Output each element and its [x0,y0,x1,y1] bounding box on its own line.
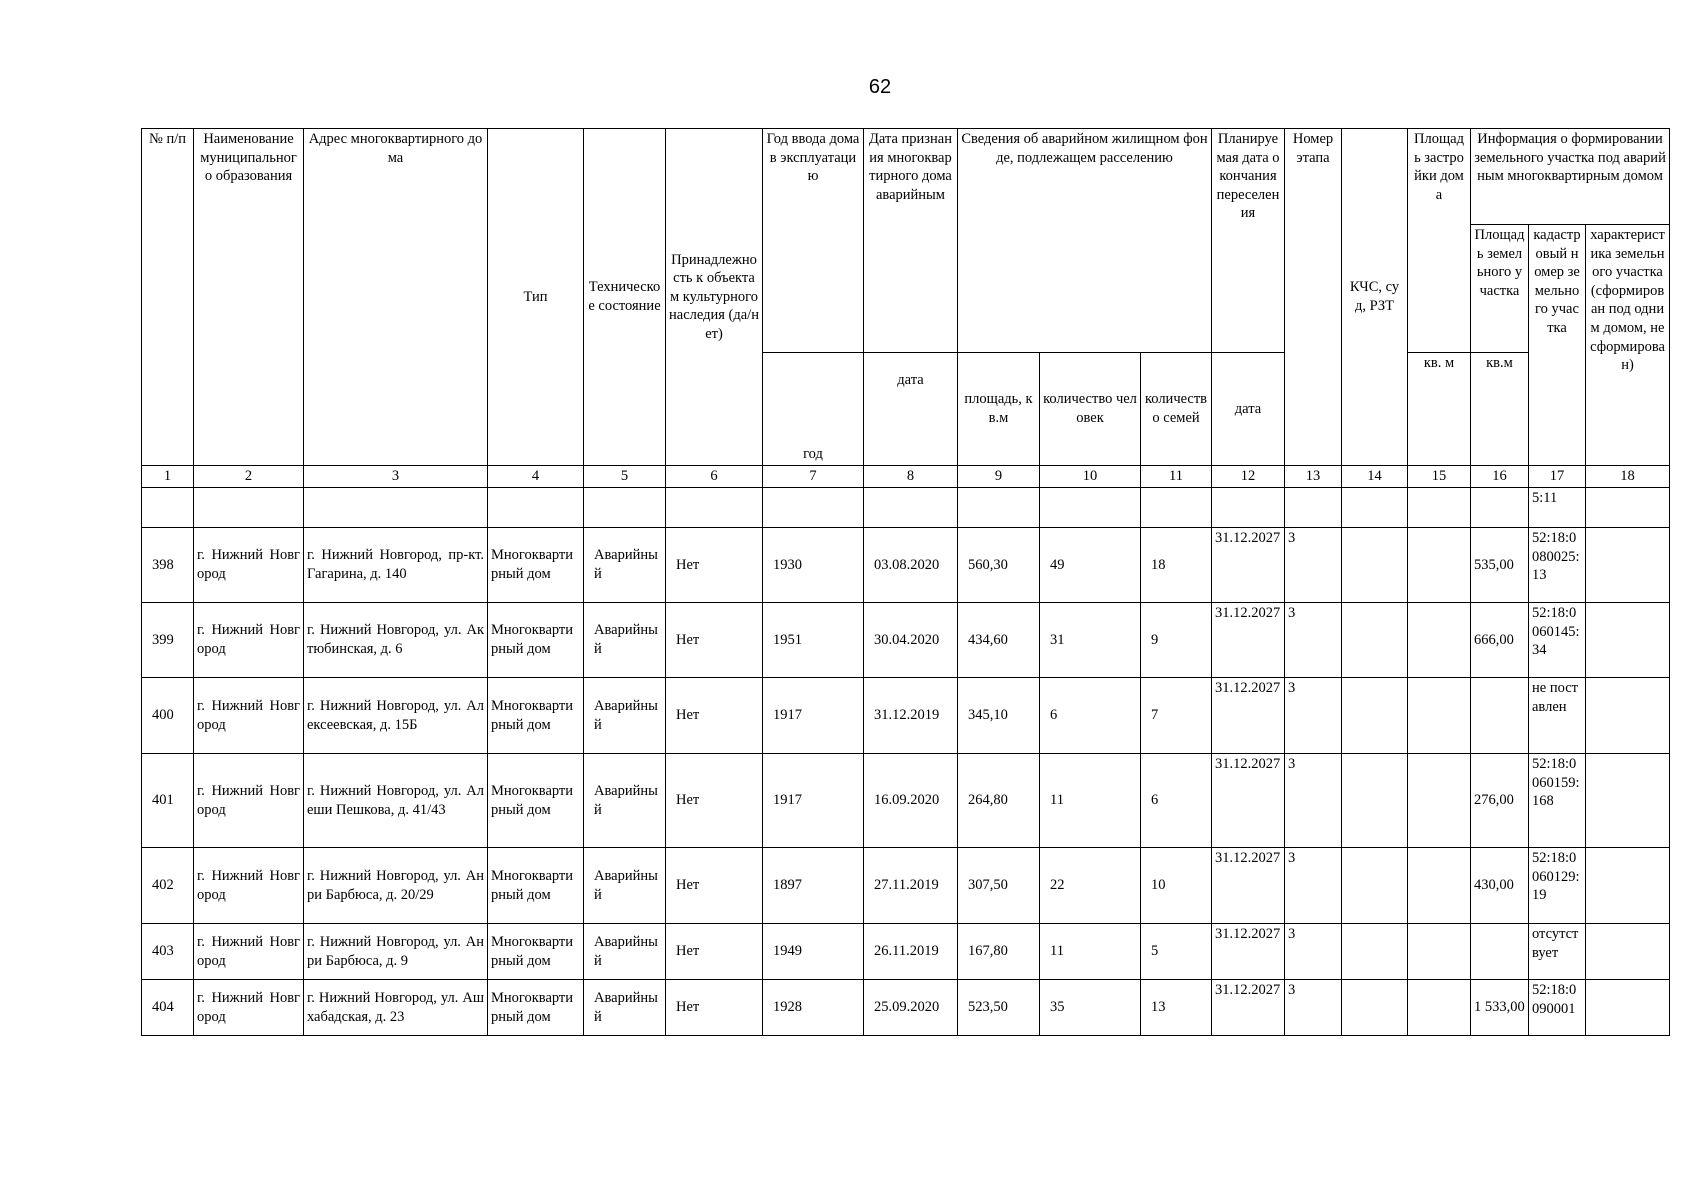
col-number: 12 [1212,466,1285,488]
municipality-cell: г. Нижний Новгород [194,528,304,603]
state-cell: Аварийный [584,603,666,678]
address-cell: г. Нижний Новгород, ул. Алеши Пешкова, д. 41/43 [304,754,488,848]
built-area-cell [1408,754,1471,848]
kchs-cell [1342,603,1408,678]
header-year-commission: Год ввода дома в эксплуатацию [763,129,864,353]
address-cell: г. Нижний Новгород, ул. Алексеевская, д. 15Б [304,678,488,754]
area-cell: 345,10 [958,678,1040,754]
column-number-row [142,466,1670,488]
cadastral-cell: 5:11 [1529,488,1586,528]
municipality-cell: г. Нижний Новгород [194,980,304,1036]
col-number: 6 [666,466,763,488]
land-char-cell [1586,754,1670,848]
built-area-cell [1408,848,1471,924]
header-unit-sqm2: кв.м [1471,353,1529,466]
col-number: 14 [1342,466,1408,488]
land-area-cell [1471,678,1529,754]
address-cell: г. Нижний Новгород, ул. Анри Барбюса, д. 20/29 [304,848,488,924]
people-cell: 6 [1040,678,1141,754]
header-unit-date: дата [864,353,958,466]
header-cadastral: кадастровый номер земельного участка [1529,225,1586,466]
cadastral-cell: 52:18:0080025:13 [1529,528,1586,603]
municipality-cell: г. Нижний Новгород [194,754,304,848]
land-char-cell [1586,528,1670,603]
planned-date-cell: 31.12.2027 [1212,603,1285,678]
land-char-cell [1586,848,1670,924]
header-planned-date: Планируемая дата окончания переселения [1212,129,1285,353]
cadastral-cell: 52:18:0060145:34 [1529,603,1586,678]
col-number: 17 [1529,466,1586,488]
address-cell: г. Нижний Новгород, пр-кт. Гагарина, д. 140 [304,528,488,603]
row-number: 404 [142,980,194,1036]
heritage-cell: Нет [666,603,763,678]
heritage-cell: Нет [666,848,763,924]
col-number: 15 [1408,466,1471,488]
address-cell: г. Нижний Новгород, ул. Актюбинская, д. 6 [304,603,488,678]
header-land-info: Информация о формировании земельного участка под аварийным многоквартирным домом [1471,129,1670,225]
type-cell: Многоквартирный дом [488,980,584,1036]
row-number: 403 [142,924,194,980]
area-cell: 264,80 [958,754,1040,848]
cadastral-cell: 52:18:0060129:19 [1529,848,1586,924]
families-cell: 13 [1141,980,1212,1036]
row-number: 398 [142,528,194,603]
cadastral-cell: 52:18:0060159:168 [1529,754,1586,848]
kchs-cell [1342,754,1408,848]
col-number: 11 [1141,466,1212,488]
header-municipality: Наименование муниципального образования [194,129,304,466]
header-built-area: Площадь застройки дома [1408,129,1471,353]
row-number: 399 [142,603,194,678]
municipality-cell: г. Нижний Новгород [194,924,304,980]
type-cell: Многоквартирный дом [488,603,584,678]
header-unit-area: площадь, кв.м [958,353,1040,466]
emergency-housing-table [141,128,1670,1036]
built-area-cell [1408,678,1471,754]
heritage-cell: Нет [666,980,763,1036]
families-cell: 10 [1141,848,1212,924]
header-address: Адрес многоквартирного дома [304,129,488,466]
heritage-cell: Нет [666,924,763,980]
year-cell: 1917 [763,754,864,848]
table-row [142,754,1670,848]
municipality-cell: г. Нижний Новгород [194,678,304,754]
year-cell: 1897 [763,848,864,924]
land-area-cell: 276,00 [1471,754,1529,848]
header-type: Тип [488,129,584,466]
land-area-cell: 430,00 [1471,848,1529,924]
planned-date-cell: 31.12.2027 [1212,924,1285,980]
people-cell: 35 [1040,980,1141,1036]
col-number: 16 [1471,466,1529,488]
stage-cell: 3 [1285,603,1342,678]
planned-date-cell: 31.12.2027 [1212,528,1285,603]
type-cell: Многоквартирный дом [488,754,584,848]
continuation-row [142,488,1670,528]
table-row [142,980,1670,1036]
type-cell: Многоквартирный дом [488,848,584,924]
area-cell: 434,60 [958,603,1040,678]
header-unit-people: количество человек [1040,353,1141,466]
col-number: 9 [958,466,1040,488]
col-number: 1 [142,466,194,488]
year-cell: 1930 [763,528,864,603]
cadastral-cell: отсутствует [1529,924,1586,980]
heritage-cell: Нет [666,528,763,603]
col-number: 3 [304,466,488,488]
built-area-cell [1408,980,1471,1036]
land-char-cell [1586,924,1670,980]
area-cell: 167,80 [958,924,1040,980]
type-cell: Многоквартирный дом [488,924,584,980]
planned-date-cell: 31.12.2027 [1212,754,1285,848]
recognition-date-cell: 16.09.2020 [864,754,958,848]
state-cell: Аварийный [584,980,666,1036]
people-cell: 31 [1040,603,1141,678]
people-cell: 11 [1040,924,1141,980]
col-number: 2 [194,466,304,488]
header-emergency-info: Сведения об аварийном жилищном фонде, подлежащем расселению [958,129,1212,353]
area-cell: 560,30 [958,528,1040,603]
recognition-date-cell: 30.04.2020 [864,603,958,678]
address-cell: г. Нижний Новгород, ул. Ашхабадская, д. 23 [304,980,488,1036]
header-heritage: Принадлежность к объектам культурного наследия (да/нет) [666,129,763,466]
header-land-area: Площадь земельного участка [1471,225,1529,353]
state-cell: Аварийный [584,924,666,980]
people-cell: 11 [1040,754,1141,848]
header-date-recognition: Дата признания многоквартирного дома аварийным [864,129,958,353]
people-cell: 22 [1040,848,1141,924]
people-cell: 49 [1040,528,1141,603]
land-area-cell: 666,00 [1471,603,1529,678]
families-cell: 5 [1141,924,1212,980]
land-area-cell: 1 533,00 [1471,980,1529,1036]
families-cell: 9 [1141,603,1212,678]
kchs-cell [1342,528,1408,603]
recognition-date-cell: 25.09.2020 [864,980,958,1036]
kchs-cell [1342,848,1408,924]
planned-date-cell: 31.12.2027 [1212,848,1285,924]
recognition-date-cell: 03.08.2020 [864,528,958,603]
header-stage-num: Номер этапа [1285,129,1342,466]
col-number: 4 [488,466,584,488]
type-cell: Многоквартирный дом [488,528,584,603]
kchs-cell [1342,678,1408,754]
col-number: 10 [1040,466,1141,488]
header-unit-families: количество семей [1141,353,1212,466]
land-area-cell [1471,924,1529,980]
recognition-date-cell: 31.12.2019 [864,678,958,754]
stage-cell: 3 [1285,924,1342,980]
state-cell: Аварийный [584,754,666,848]
heritage-cell: Нет [666,678,763,754]
type-cell: Многоквартирный дом [488,678,584,754]
col-number: 7 [763,466,864,488]
col-number: 18 [1586,466,1670,488]
table-row [142,678,1670,754]
year-cell: 1951 [763,603,864,678]
row-number: 401 [142,754,194,848]
land-char-cell [1586,980,1670,1036]
families-cell: 6 [1141,754,1212,848]
kchs-cell [1342,924,1408,980]
table-row [142,528,1670,603]
stage-cell: 3 [1285,678,1342,754]
municipality-cell: г. Нижний Новгород [194,848,304,924]
col-number: 8 [864,466,958,488]
table-row [142,603,1670,678]
state-cell: Аварийный [584,678,666,754]
col-number: 13 [1285,466,1342,488]
area-cell: 307,50 [958,848,1040,924]
header-unit-sqm1: кв. м [1408,353,1471,466]
state-cell: Аварийный [584,848,666,924]
built-area-cell [1408,924,1471,980]
land-char-cell [1586,603,1670,678]
stage-cell: 3 [1285,980,1342,1036]
built-area-cell [1408,528,1471,603]
planned-date-cell: 31.12.2027 [1212,980,1285,1036]
table-row [142,924,1670,980]
planned-date-cell: 31.12.2027 [1212,678,1285,754]
table-body [142,488,1670,1036]
address-cell: г. Нижний Новгород, ул. Анри Барбюса, д. 9 [304,924,488,980]
state-cell: Аварийный [584,528,666,603]
built-area-cell [1408,603,1471,678]
page-number: 62 [868,76,892,98]
year-cell: 1917 [763,678,864,754]
families-cell: 18 [1141,528,1212,603]
kchs-cell [1342,980,1408,1036]
stage-cell: 3 [1285,754,1342,848]
heritage-cell: Нет [666,754,763,848]
header-tech-state: Техническое состояние [584,129,666,466]
recognition-date-cell: 27.11.2019 [864,848,958,924]
header-num: № п/п [142,129,194,466]
land-area-cell: 535,00 [1471,528,1529,603]
stage-cell: 3 [1285,848,1342,924]
row-number: 400 [142,678,194,754]
year-cell: 1928 [763,980,864,1036]
col-number: 5 [584,466,666,488]
row-number: 402 [142,848,194,924]
stage-cell: 3 [1285,528,1342,603]
year-cell: 1949 [763,924,864,980]
header-kchs: КЧС, суд, РЗТ [1342,129,1408,466]
table-row [142,848,1670,924]
recognition-date-cell: 26.11.2019 [864,924,958,980]
header-land-char: характеристика земельного участка (сформирован под одним домом, не сформирован) [1586,225,1670,466]
municipality-cell: г. Нижний Новгород [194,603,304,678]
area-cell: 523,50 [958,980,1040,1036]
cadastral-cell: не поставлен [1529,678,1586,754]
cadastral-cell: 52:18:0090001 [1529,980,1586,1036]
header-unit-year: год [763,353,864,466]
land-char-cell [1586,678,1670,754]
families-cell: 7 [1141,678,1212,754]
header-unit-date2: дата [1212,353,1285,466]
